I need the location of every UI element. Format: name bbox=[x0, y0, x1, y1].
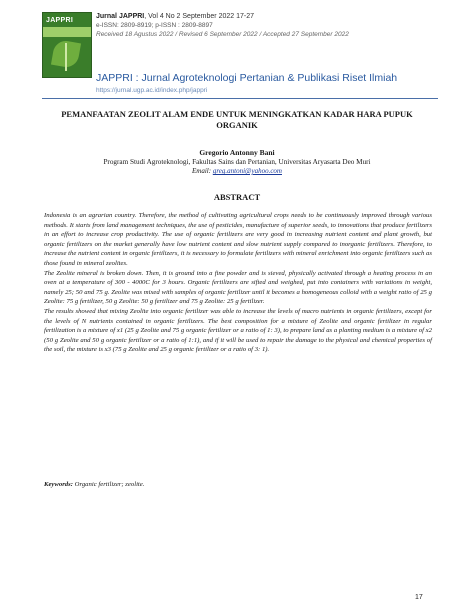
email-label: Email: bbox=[192, 167, 212, 175]
issn-line: e-ISSN: 2809-8919; p-ISSN : 2809-8897 bbox=[96, 22, 213, 29]
abstract-paragraph: The results showed that mixing Zeolite into organic fertilizer was able to increase the levels of macro nutrients in organic fertilizers, except for the levels of N nutrients contained in organic fertilizers. The best composition for a mixture of Zeolite and organic fertilizer in regular fertilization is a mixture of x1 (25 g Zeolite and 75 g organic fertilizer or a ratio of 1: 3), to prepare land as a planting medium is a mixture of x2 (50 g Zeolite and 50 g organic fertilizer or a ratio of 1:1), and if it will be used to repair the damage to the physical and chemical properties of the soil, the mixture is x3 (75 g Zeolite and 25 g organic fertilizer or a ratio of 3: 1). bbox=[44, 307, 432, 354]
volume-info: , Vol 4 No 2 September 2022 17-27 bbox=[144, 13, 254, 20]
journal-cover-image bbox=[42, 12, 92, 78]
header-divider bbox=[42, 98, 438, 99]
keywords-label: Keywords: bbox=[44, 481, 73, 488]
email-line bbox=[42, 167, 432, 176]
author-affiliation: Program Studi Agroteknologi, Fakultas Sains dan Pertanian, Universitas Aryasarta Deo Muri bbox=[103, 158, 371, 166]
abstract-paragraph: Indonesia is an agrarian country. Therefore, the method of cultivating agricultural crops needs to be continuously improved through various methods. It starts from land management techniques, the use of pesticides, manufacture of superior seeds, to innovations that produce fertilizers in an effort to increase crop productivity. The use of organic fertilizers are very good in increasing nutrient content and plant growth, but organic fertilizers on the market generally have low nutrient content and slow nutrient supply compared to inorganic fertilizers. Therefore, to increase the nutrient content in organic fertilizers, it is necessary to formulate fertilizers with mineral enrichment into organic fertilizers such as those found in mineral zeolites. bbox=[44, 212, 432, 267]
abstract-paragraph: The Zeolite mineral is broken down. Then, it is ground into a fine powder and is sieved, physically activated through a heating process in an oven at a temperature of 300 - 4000C for 3 hours. Organic fertilizers are sifted and weighed, put into containers with variations in weight, namely 25; 50 and 75 g. Zeolite was mixed with samples of organic fertilizer until it becomes a homogeneous colloid with a weight ratio of 25 g Zeolite: 75 g fertilizer, 50 g Zeolite: 50 g fertilizer and 75 g Zeolite: 25 g fertilizer. bbox=[44, 269, 432, 306]
cover-logo-text: JAPPRI bbox=[46, 17, 74, 24]
cover-band bbox=[43, 27, 91, 37]
journal-header bbox=[42, 12, 438, 100]
journal-name: Jurnal JAPPRI bbox=[96, 13, 145, 20]
email-link[interactable]: greg.antoni@yahoo.com bbox=[212, 167, 282, 175]
keywords-text: Organic fertilizer; zeolite. bbox=[72, 481, 145, 488]
journal-url-link[interactable]: https://jurnal.ugp.ac.id/index.php/jappri bbox=[96, 87, 208, 94]
abstract-body bbox=[44, 211, 432, 355]
page-number: 17 bbox=[415, 594, 423, 601]
dates-line: Received 18 Agustus 2022 / Revised 6 September 2022 / Accepted 27 September 2022 bbox=[96, 31, 349, 38]
keywords-line bbox=[44, 481, 432, 488]
journal-title: JAPPRI : Jurnal Agroteknologi Pertanian & Publikasi Riset Ilmiah bbox=[96, 72, 398, 84]
article-title: PEMANFAATAN ZEOLIT ALAM ENDE UNTUK MENINGKATKAN KADAR HARA PUPUK ORGANIK bbox=[61, 109, 413, 130]
stem-icon bbox=[65, 43, 67, 71]
abstract-heading: ABSTRACT bbox=[213, 192, 261, 202]
journal-meta bbox=[96, 12, 436, 39]
journal-volume-line bbox=[96, 12, 436, 21]
article-author: Gregorio Antonny Bani bbox=[199, 148, 275, 157]
